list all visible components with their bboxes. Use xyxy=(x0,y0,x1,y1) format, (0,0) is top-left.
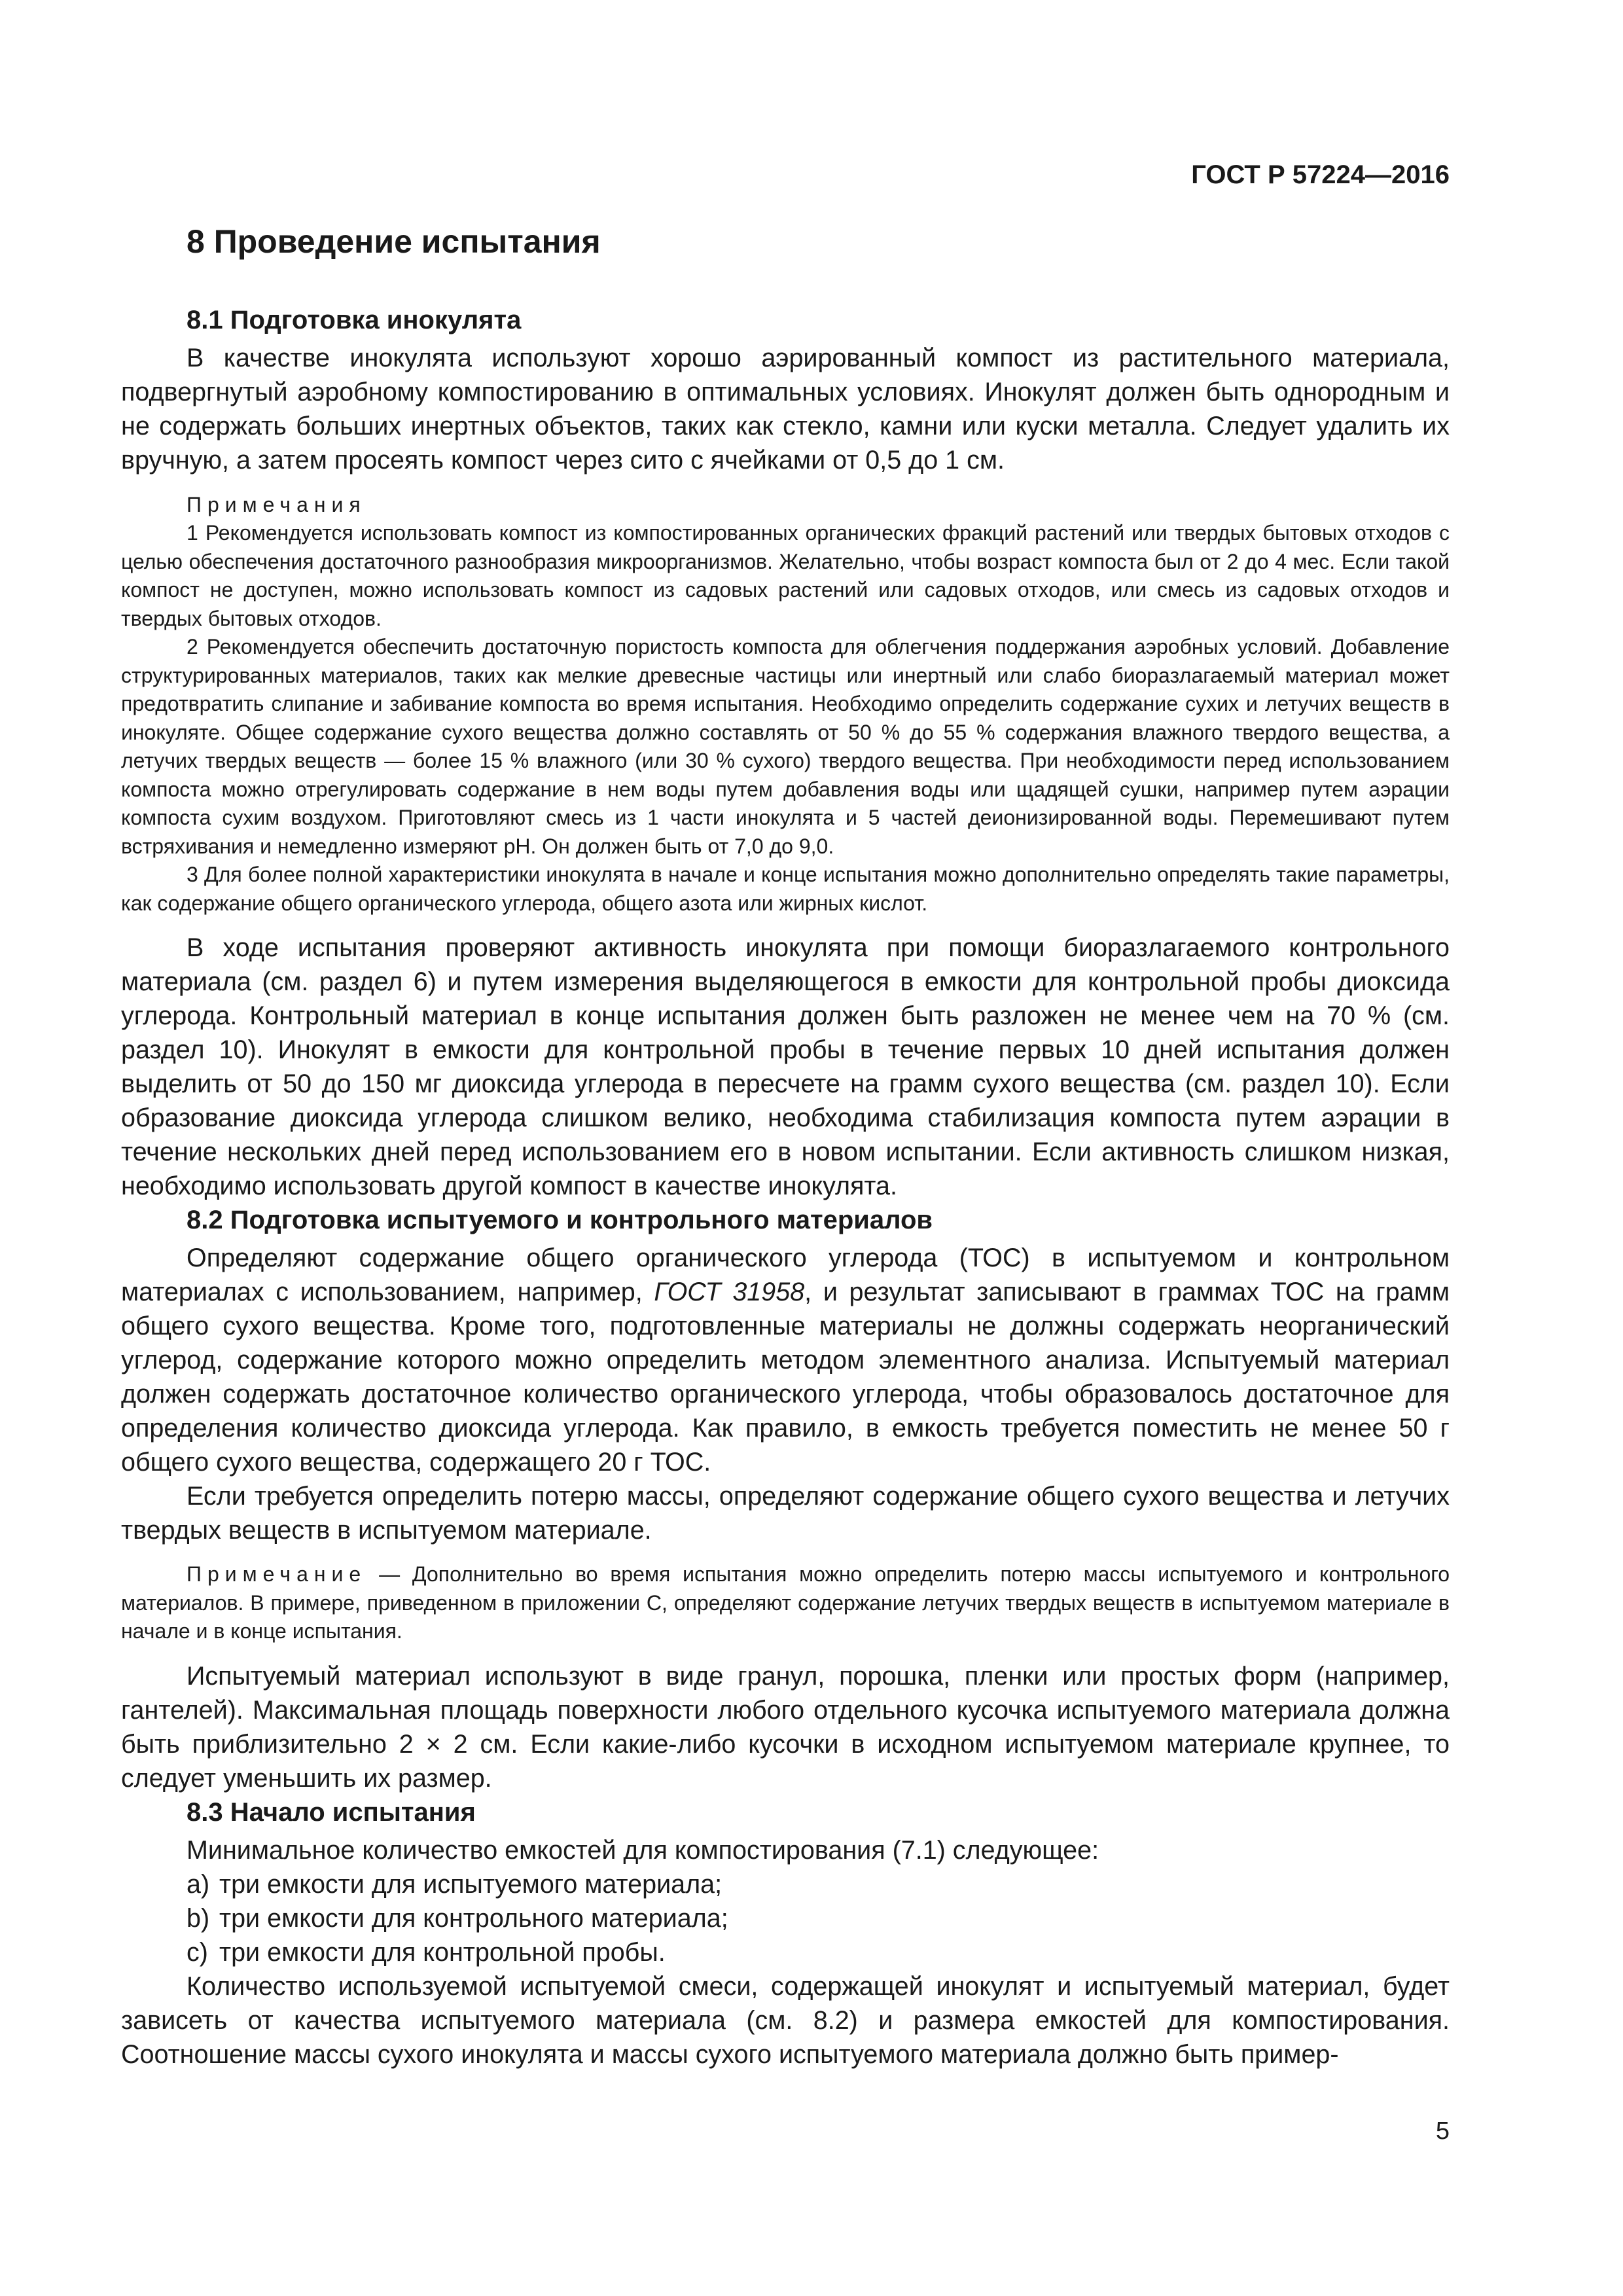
paragraph: Если требуется определить потерю массы, определяют содержание общего сухого вещества и летучих твердых веществ в испытуемом материале. xyxy=(121,1482,1450,1545)
list-item: c) три емкости для контрольной пробы. xyxy=(187,1937,666,1967)
paragraph: Определяют содержание общего органического углерода (ТОС) в испытуемом и контрольном материалах с использованием, например, ГОСТ 31958, и результат записывают в граммах ТОС на грамм общего сухого вещества. Кроме того, подготовленные материалы не должны содержать неорганический углерод, содержание которого можно определить методом элементного анализа. Испытуемый материал должен содержать достаточное количество органического углерода, чтобы образовалось достаточное для определения количество диоксида углерода. Как правило, в емкость требуется поместить не менее 50 г общего сухого вещества, содержащего 20 г ТОС. xyxy=(121,1244,1450,1477)
container-list xyxy=(121,1867,1450,1969)
standard-designation: ГОСТ Р 57224—2016 xyxy=(1191,160,1450,189)
subsection-8-3-title: 8.3 Начало испытания xyxy=(187,1797,476,1827)
page-content xyxy=(121,223,1450,2072)
list-item: b) три емкости для контрольного материала; xyxy=(187,1903,728,1933)
paragraph: Минимальное количество емкостей для компостирования (7.1) следующее: xyxy=(187,1835,1099,1865)
page-number: 5 xyxy=(1435,2117,1450,2145)
note-2: 2 Рекомендуется обеспечить достаточную пористость компоста для облегчения поддержания аэробных условий. Добавление структурированных материалов, таких как мелкие древесные частицы или инертный или слабо биоразлагаемый материал может предотвратить слипание и забивание компоста во время испытания. Необходимо определить содержание сухих и летучих веществ в инокуляте. Общее содержание сухого вещества должно составлять от 50 % до 55 % содержания влажного твердого вещества, а летучих твердых веществ — более 15 % влажного (или 30 % сухого) твердого вещества. При необходимости перед использованием компоста можно отрегулировать содержание в нем воды путем добавления воды или щадящей сушки, например путем аэрации компоста сухим воздухом. Приготовляют смесь из 1 части инокулята и 5 частей деионизированной воды. Перемешивают путем встряхивания и немедленно измеряют рН. Он должен быть от 7,0 до 9,0. xyxy=(121,635,1450,858)
note-1: 1 Рекомендуется использовать компост из компостированных органических фракций растений или твердых бытовых отходов с целью обеспечения достаточного разнообразия микроорганизмов. Желательно, чтобы возраст компоста был от 2 до 4 мес. Если такой компост не доступен, можно использовать компост из садовых растений или садовых отходов, или смесь из садовых отходов и твердых бытовых отходов. xyxy=(121,521,1450,630)
paragraph: В ходе испытания проверяют активность инокулята при помощи биоразлагаемого контрольного материала (см. раздел 6) и путем измерения выделяющегося в емкости для контрольной пробы диоксида углерода. Контрольный материал в конце испытания должен быть разложен не менее чем на 70 % (см. раздел 10). Инокулят в емкости для контрольной пробы в течение первых 10 дней испытания должен выделить от 50 до 150 мг диоксида углерода в пересчете на грамм сухого вещества (см. раздел 10). Если образование диоксида углерода слишком велико, необходима стабилизация компоста путем аэрации в течение нескольких дней перед использованием его в новом испытании. Если активность слишком низкая, необходимо использовать другой компост в качестве инокулята. xyxy=(121,933,1450,1200)
note-3: 3 Для более полной характеристики инокулята в начале и конце испытания можно дополнительно определять такие параметры, как содержание общего органического углерода, общего азота или жирных кислот. xyxy=(121,863,1450,915)
standard-reference-link: ГОСТ 31958 xyxy=(654,1278,805,1306)
note: Примечание — Дополнительно во время испытания можно определить потерю массы испытуемого и контрольного материалов. В примере, приведенном в приложении С, определяют содержание летучих твердых веществ в испытуемом материале в начале и в конце испытания. xyxy=(121,1562,1450,1643)
paragraph: Количество используемой испытуемой смеси, содержащей инокулят и испытуемый материал, будет зависеть от качества испытуемого материала (см. 8.2) и размера емкостей для компостирования. Соотношение массы сухого инокулята и массы сухого испытуемого материала должно быть пример- xyxy=(121,1971,1450,2069)
list-item: a) три емкости для испытуемого материала; xyxy=(187,1869,722,1899)
subsection-8-2-title: 8.2 Подготовка испытуемого и контрольного материалов xyxy=(187,1206,933,1234)
paragraph: Испытуемый материал используют в виде гранул, порошка, пленки или простых форм (например, гантелей). Максимальная площадь поверхности любого отдельного кусочка испытуемого материала должна быть приблизительно 2 × 2 см. Если какие-либо кусочки в исходном испытуемом материале крупнее, то следует уменьшить их размер. xyxy=(121,1661,1450,1793)
notes-heading: Примечания xyxy=(187,493,366,516)
paragraph: В качестве инокулята используют хорошо аэрированный компост из растительного материала, подвергнутый аэробному компостированию в оптимальных условиях. Инокулят должен быть однородным и не содержать больших инертных объектов, таких как стекло, камни или куски металла. Следует удалить их вручную, а затем просеять компост через сито с ячейками от 0,5 до 1 см. xyxy=(121,344,1450,475)
note-label: Примечание xyxy=(187,1562,367,1586)
subsection-8-1-title: 8.1 Подготовка инокулята xyxy=(187,306,522,334)
section-title: 8 Проведение испытания xyxy=(187,223,601,260)
